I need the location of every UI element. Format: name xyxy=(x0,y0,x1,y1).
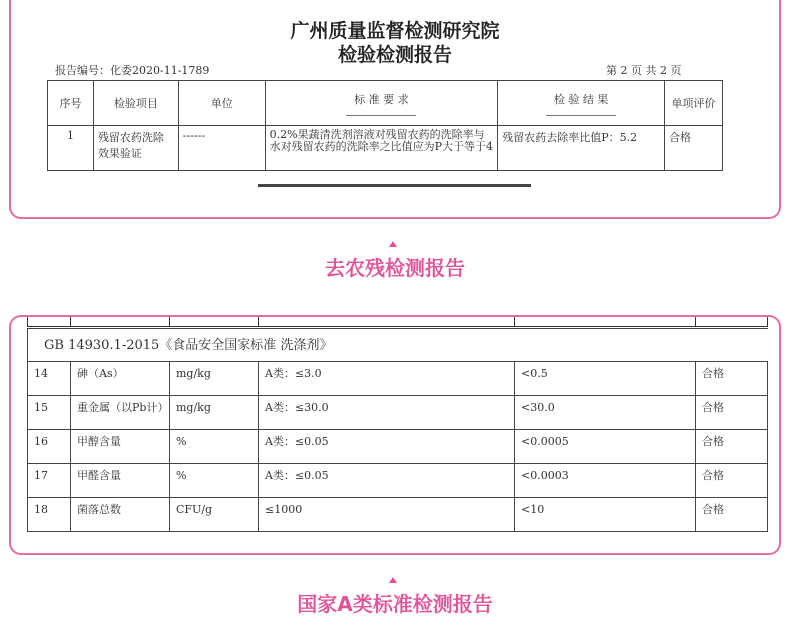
header-divider xyxy=(346,115,416,116)
report-number: 报告编号：化委2020-11-1789 xyxy=(55,64,210,77)
cell-evaluation: 合格 xyxy=(696,498,768,532)
cell-requirement: A类：≤30.0 xyxy=(259,396,515,430)
header-requirement-cell xyxy=(265,81,498,126)
table-row xyxy=(28,498,768,532)
cell-unit: % xyxy=(170,464,259,498)
pesticide-result-table xyxy=(47,80,723,171)
cell-evaluation: 合格 xyxy=(696,362,768,396)
header-divider xyxy=(546,115,616,116)
cell-result: <0.5 xyxy=(515,362,696,396)
cell-item: 重金属（以Pb计） xyxy=(71,396,170,430)
cell-evaluation: 合格 xyxy=(696,464,768,498)
report-org-title: 广州质量监督检测研究院 xyxy=(290,20,500,42)
cell-seq: 18 xyxy=(28,498,71,532)
column-tick xyxy=(70,317,71,327)
cell-requirement: ≤1000 xyxy=(259,498,515,532)
signature-line xyxy=(258,184,531,187)
cell-requirement: A类：≤0.05 xyxy=(259,464,515,498)
cell-requirement: A类：≤3.0 xyxy=(259,362,515,396)
cell-seq: 16 xyxy=(28,430,71,464)
table-top-rule xyxy=(27,326,768,327)
cell-unit: mg/kg xyxy=(170,396,259,430)
cell-item: 残留农药洗除效果验证 xyxy=(93,126,178,171)
cell-evaluation: 合格 xyxy=(696,396,768,430)
table-row xyxy=(28,464,768,498)
table-row xyxy=(28,362,768,396)
cell-seq: 14 xyxy=(28,362,71,396)
cell-result: 残留农药去除率比值P：5.2 xyxy=(498,126,665,171)
table-row xyxy=(28,430,768,464)
page-info: 第 2 页 共 2 页 xyxy=(606,64,682,77)
cell-requirement: 0.2%果蔬清洗剂溶液对残留农药的洗除率与水对残留农药的洗除率之比值应为P大于等于4 xyxy=(265,126,498,171)
header-result-cell xyxy=(498,81,665,126)
cell-evaluation: 合格 xyxy=(696,430,768,464)
triangle-up-icon xyxy=(389,577,397,583)
caption-pesticide-report: 去农残检测报告 xyxy=(325,256,465,280)
cell-item: 甲醇含量 xyxy=(71,430,170,464)
column-tick xyxy=(514,317,515,327)
column-tick xyxy=(169,317,170,327)
report-title: 检验检测报告 xyxy=(337,44,452,66)
cell-requirement: A类：≤0.05 xyxy=(259,430,515,464)
table-row xyxy=(48,126,723,171)
cell-evaluation: 合格 xyxy=(665,126,723,171)
cell-unit: CFU/g xyxy=(170,498,259,532)
standard-title: GB 14930.1-2015《食品安全国家标准 洗涤剂》 xyxy=(28,329,768,362)
triangle-up-icon xyxy=(389,241,397,247)
cell-unit: mg/kg xyxy=(170,362,259,396)
caption-national-standard-report: 国家A类标准检测报告 xyxy=(297,592,493,616)
header-item: 检验项目 xyxy=(93,81,178,126)
cell-seq: 15 xyxy=(28,396,71,430)
cell-unit: ------ xyxy=(178,126,265,171)
cell-item: 甲醛含量 xyxy=(71,464,170,498)
header-seq: 序号 xyxy=(48,81,94,126)
national-standard-table xyxy=(27,328,768,532)
cell-result: <30.0 xyxy=(515,396,696,430)
cell-result: <0.0005 xyxy=(515,430,696,464)
column-tick xyxy=(258,317,259,327)
column-tick xyxy=(767,317,768,327)
cell-seq: 17 xyxy=(28,464,71,498)
column-tick xyxy=(27,317,28,327)
cell-result: <0.0003 xyxy=(515,464,696,498)
header-result: 检 验 结 果 xyxy=(553,92,609,106)
cell-item: 砷（As） xyxy=(71,362,170,396)
cell-result: <10 xyxy=(515,498,696,532)
header-unit: 单位 xyxy=(178,81,265,126)
header-evaluation: 单项评价 xyxy=(665,81,723,126)
cell-item: 菌落总数 xyxy=(71,498,170,532)
column-tick xyxy=(695,317,696,327)
header-requirement: 标 准 要 求 xyxy=(354,92,409,106)
table-row xyxy=(28,396,768,430)
cell-unit: % xyxy=(170,430,259,464)
cell-seq: 1 xyxy=(48,126,94,171)
